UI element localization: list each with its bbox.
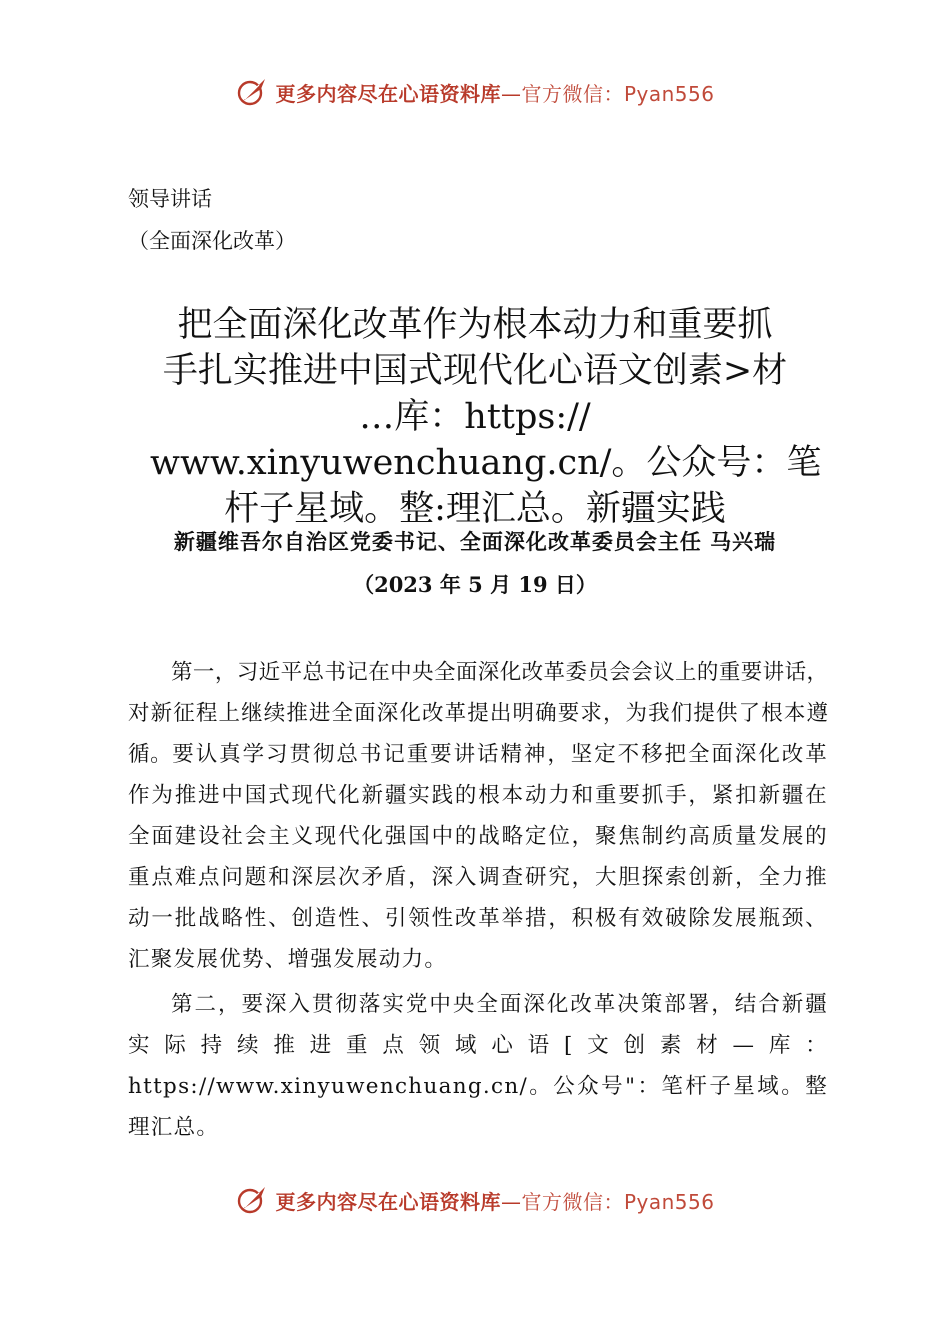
paragraph-2: 第二，要深入贯彻落实党中央全面深化改革决策部署，结合新疆实际持续推进重点领域心语[文创素材—库：https://www.xinyuwenchuang.cn/。公众号"：笔杆子星域。整理汇总。 [128, 992, 828, 1140]
quill-logo-icon [235, 75, 269, 109]
watermark-text: 更多内容尽在心语资料库 [275, 1189, 501, 1214]
title-line: 把全面深化改革作为根本动力和重要抓 [177, 305, 773, 345]
paragraph-1 [128, 652, 828, 980]
topic-label: （全面深化改革） [128, 229, 296, 253]
watermark-banner-top [0, 72, 950, 112]
paragraph-1-rest: 要认真学习贯彻总书记重要讲话精神，坚定不移把全面深化改革作为推进中国式现代化新疆实践的根本动力和重要抓手，紧扣新疆在全面建设社会主义现代化强国中的战略定位，聚焦制约高质量发展的重点难点问题和深层次矛盾，深入调查研究，大胆探索创新，全力推动一批战略性、创造性、引领性改革举措，积极有效破除发展瓶颈、汇聚发展优势、增强发展动力。 [128, 742, 828, 972]
author-line: 新疆维吾尔自治区党委书记、全面深化改革委员会主任 马兴瑞 [173, 529, 777, 554]
watermark-wechat: 官方微信：Pyan556 [521, 81, 715, 106]
document-body [128, 652, 828, 1148]
watermark-wechat: 官方微信：Pyan556 [521, 1189, 715, 1214]
date-line: （2023 年 5 月 19 日） [353, 572, 597, 597]
watermark-separator: — [500, 1189, 522, 1214]
paragraph-1-lead: 第一，习近平总书记在中央全面深化改革委员会会议上的重要讲话，对新征程上继续推进全面深化改革提出明确要求，为我们提供了根本遵循。 [128, 660, 828, 767]
quill-logo-icon [235, 1183, 269, 1217]
document-title [150, 302, 822, 532]
watermark-banner-bottom [0, 1180, 950, 1220]
watermark-separator: — [500, 81, 522, 106]
title-line: 手扎实推进中国式现代化心语文创素>材 [162, 351, 788, 391]
title-line: 杆子星域。整:理汇总。新疆实践 [224, 489, 726, 529]
watermark-text: 更多内容尽在心语资料库 [275, 81, 501, 106]
category-label: 领导讲话 [128, 187, 212, 211]
title-line: …库：https:// [359, 397, 591, 437]
title-line: www.xinyuwenchuang.cn/。公众号：笔 [150, 443, 822, 483]
